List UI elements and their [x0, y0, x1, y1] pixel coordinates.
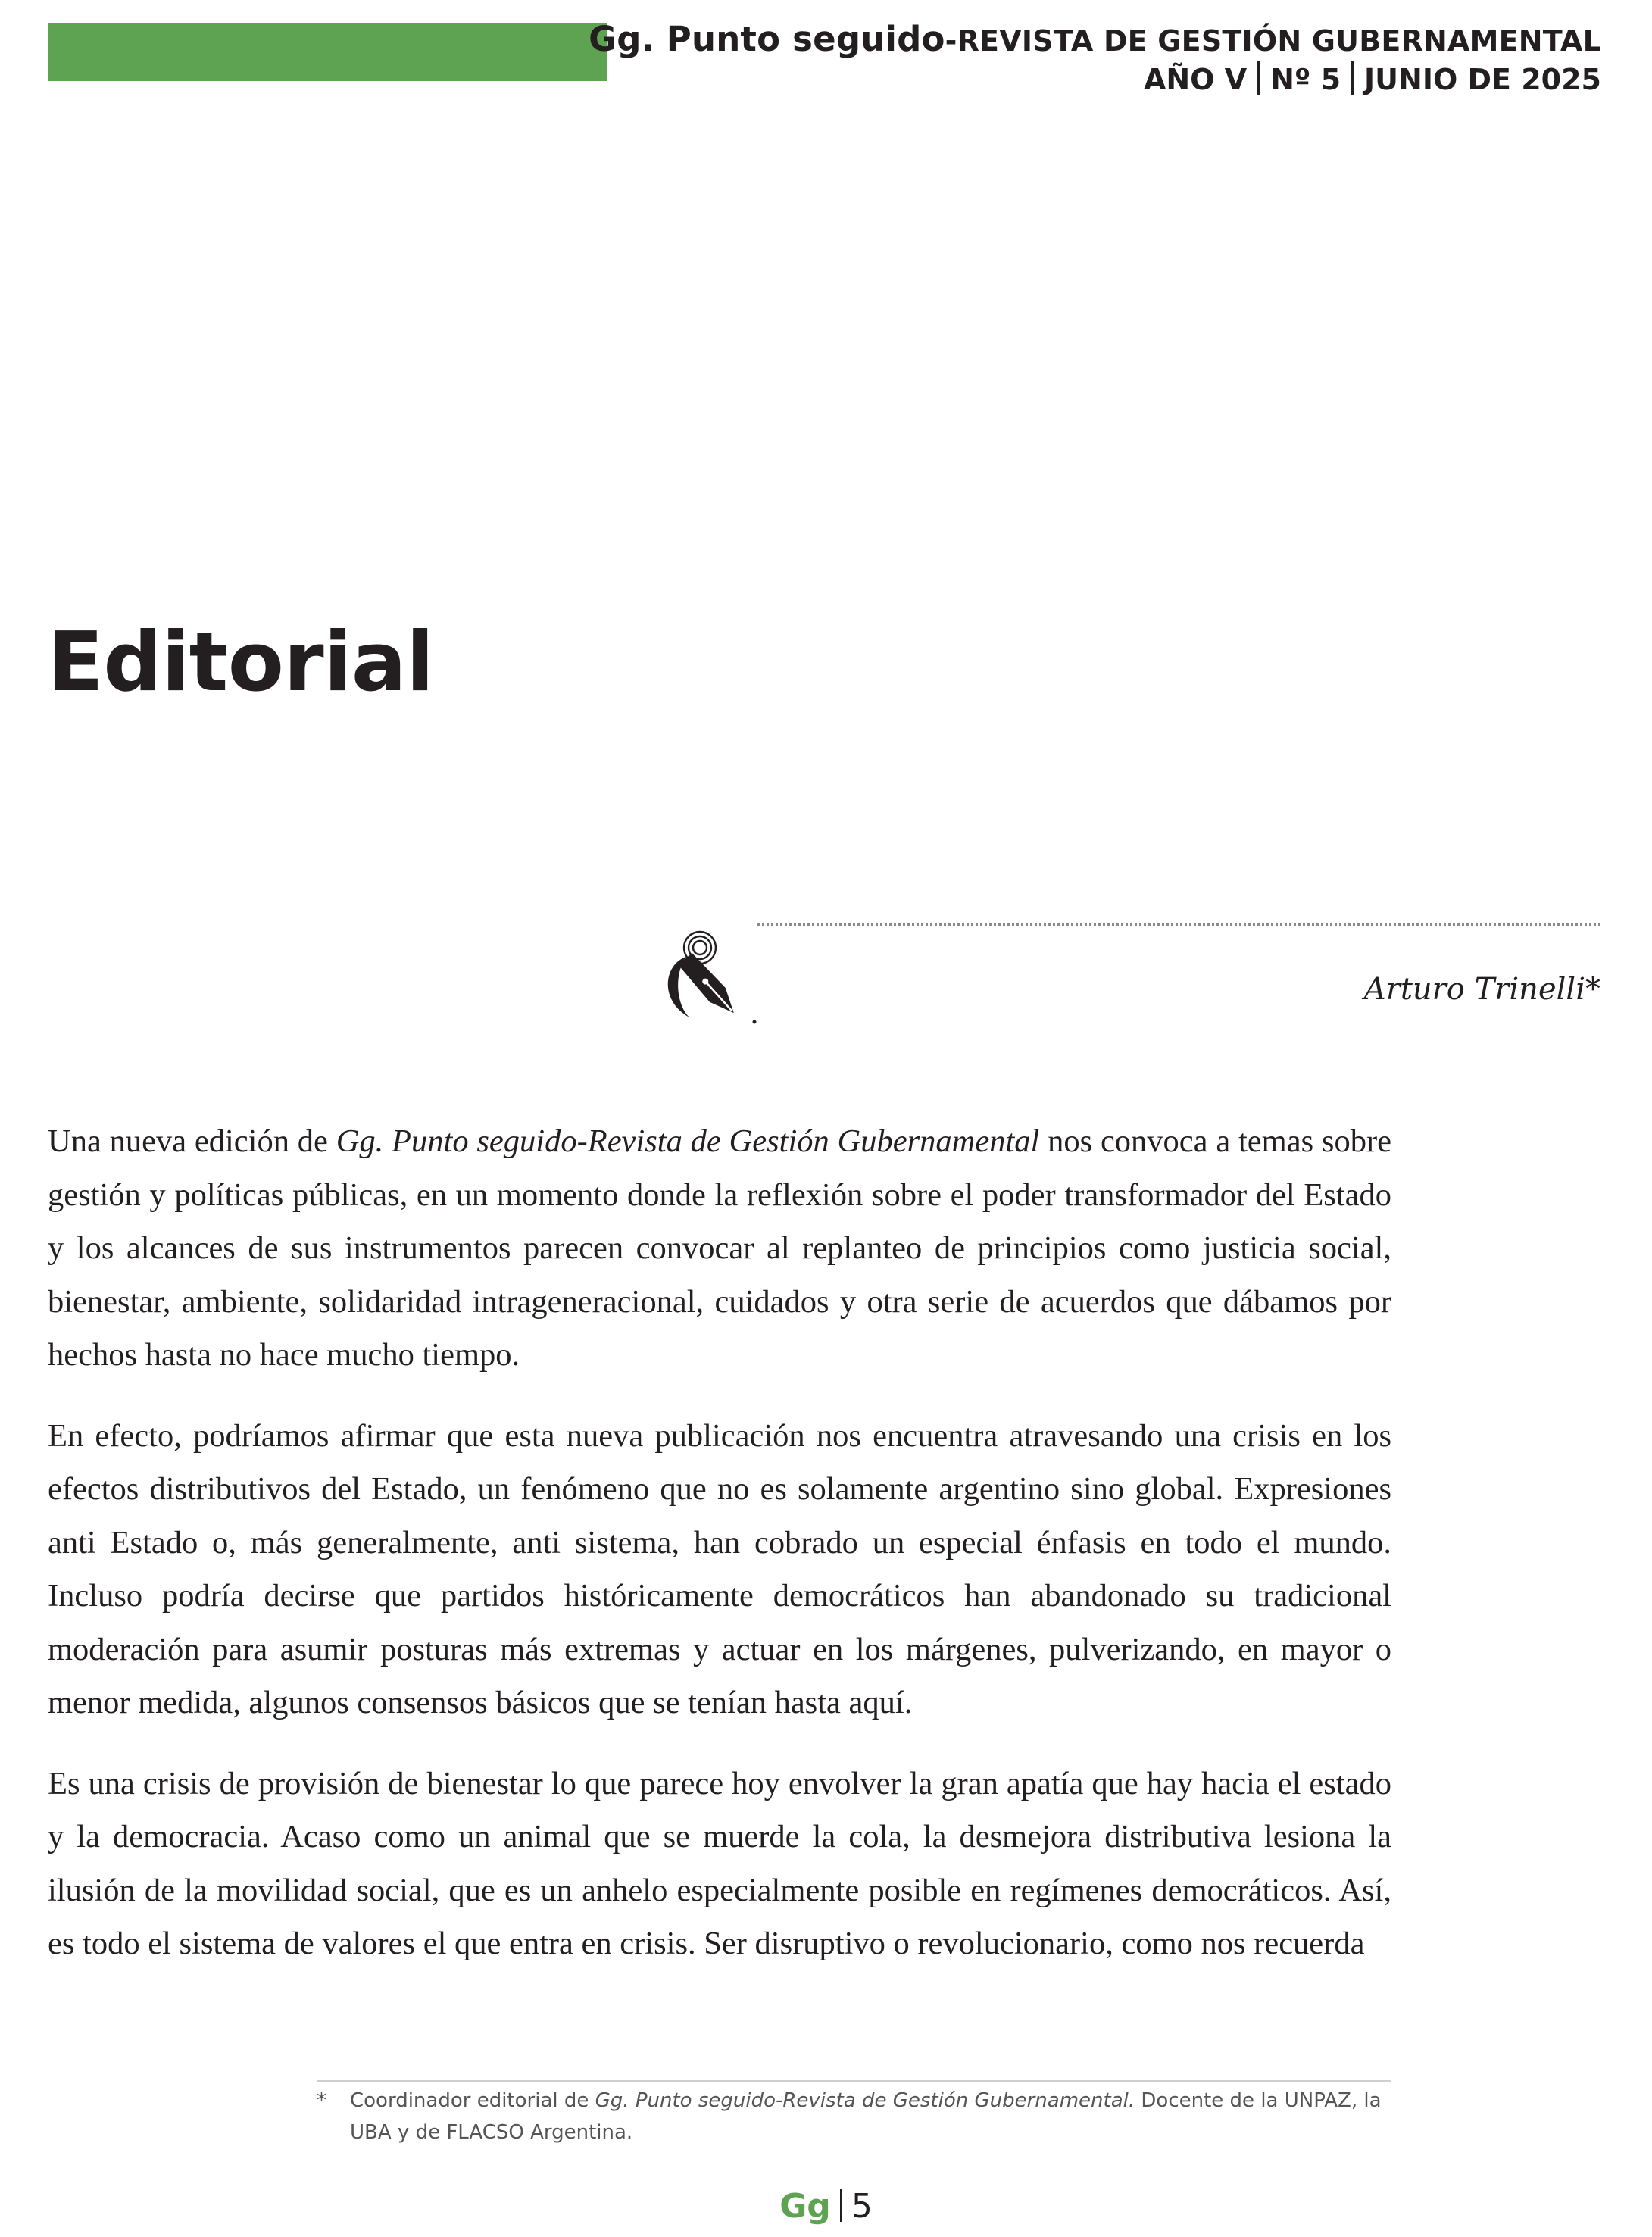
page-folio	[0, 2185, 1652, 2228]
header-accent-bar	[48, 23, 607, 81]
footnote-divider	[317, 2080, 1391, 2082]
issue-separator	[1257, 61, 1260, 95]
body-paragraph: Una nueva edición de Gg. Punto seguido-Revista de Gestión Gubernamental nos convoca a temas sobre gestión y políticas públicas, en un momento donde la reflexión sobre el poder transformador del Estado y los alcances de sus instrumentos parecen convocar al replanteo de principios como justicia social, bienestar, ambiente, solidaridad intrageneracional, cuidados y otra serie de acuerdos que dábamos por hechos hasta no hace mucho tiempo.	[48, 1123, 1391, 1373]
masthead	[589, 20, 1601, 98]
publication-name: Gg. Punto seguido	[589, 19, 945, 59]
body-paragraph: Es una crisis de provisión de bienestar lo que parece hoy envolver la gran apatía que hay hacia el estado y la democracia. Acaso como un animal que se muerde la cola, la desmejora distributiva lesiona la ilusión de la movilidad social, que es un anhelo especialmente posible en regímenes democráticos. Así, es todo el sistema de valores el que entra en crisis. Ser disruptivo o revolucionario, como nos recuerda	[48, 1765, 1391, 1961]
folio-separator	[840, 2189, 842, 2222]
fountain-pen-icon	[656, 925, 768, 1037]
article-author: Arturo Trinelli*	[1363, 972, 1600, 1007]
footnote-marker: *	[317, 2089, 326, 2112]
footnote-journal-title: Gg. Punto seguido-Revista de Gestión Gubernamental.	[595, 2089, 1135, 2112]
page-number: 5	[851, 2187, 873, 2226]
issue-date: JUNIO DE 2025	[1364, 63, 1601, 96]
folio-logo: Gg	[779, 2187, 831, 2226]
article-body	[48, 1115, 1391, 1998]
author-divider	[757, 923, 1600, 926]
footnote-text: Coordinador editorial de Gg. Punto seguido-Revista de Gestión Gubernamental. Docente de la UNPAZ, la UBA y de FLACSO Argentina.	[350, 2089, 1382, 2144]
issue-separator	[1351, 61, 1354, 95]
page-title: Editorial	[48, 615, 434, 710]
publication-subtitle: -REVISTA DE GESTIÓN GUBERNAMENTAL	[945, 24, 1601, 58]
body-paragraph: En efecto, podríamos afirmar que esta nueva publicación nos encuentra atravesando una crisis en los efectos distributivos del Estado, un fenómeno que no es solamente argentino sino global. Expresiones anti Estado o, más generalmente, anti sistema, han cobrado un especial énfasis en todo el mundo. Incluso podría decirse que partidos históricamente democráticos han abandonado su tradicional moderación para asumir posturas más extremas y actuar en los márgenes, pulverizando, en mayor o menor medida, algunos consensos básicos que se tenían hasta aquí.	[48, 1417, 1391, 1720]
issue-year: AÑO V	[1143, 63, 1248, 96]
masthead-title	[589, 20, 1601, 61]
journal-title: Gg. Punto seguido-Revista de Gestión Gubernamental	[336, 1123, 1040, 1159]
footnote	[317, 2085, 1392, 2148]
issue-info	[589, 61, 1601, 98]
issue-number: Nº 5	[1270, 63, 1341, 96]
